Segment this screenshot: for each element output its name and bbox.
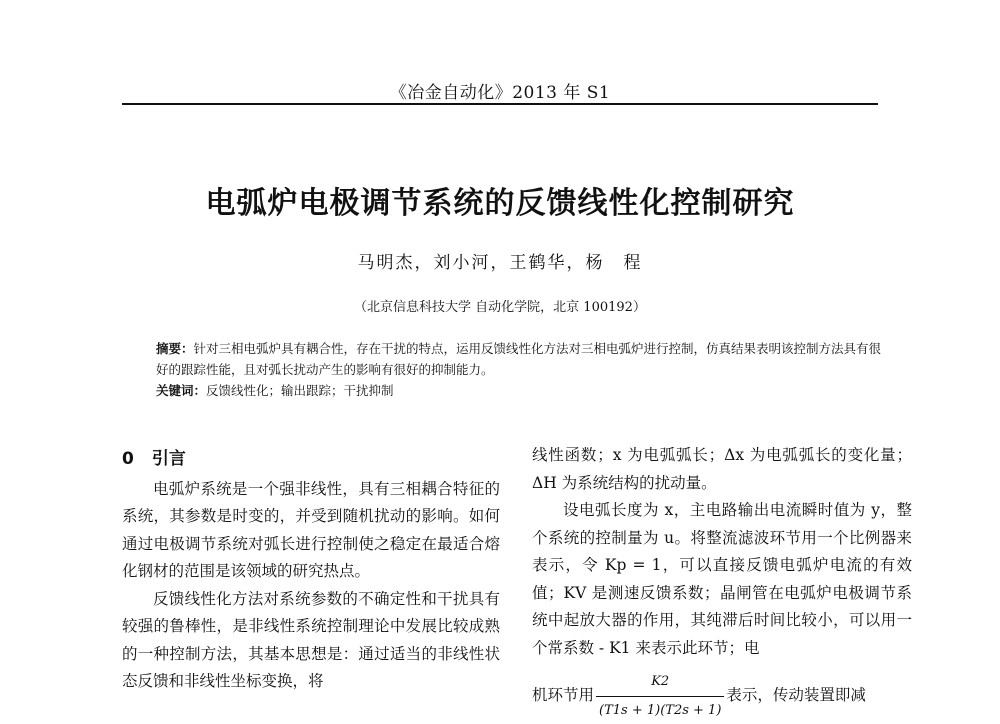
abstract-label: 摘要：: [156, 341, 194, 356]
intro-paragraph-1: 电弧炉系统是一个强非线性，具有三相耦合特征的系统，其参数是时变的，并受到随机扰动的影响。如何通过电极调节系统对弧长进行控制使之稳定在最适合熔化钢材的范围是该领域的研究热点。: [122, 476, 500, 586]
keywords: [156, 380, 886, 401]
transfer-function-fraction: [596, 668, 724, 724]
paper-title: 电弧炉电极调节系统的反馈线性化控制研究: [0, 178, 1000, 222]
abstract: [156, 338, 886, 380]
abstract-block: [156, 338, 886, 401]
right-paragraph-1: 线性函数；x 为电弧弧长；Δx 为电弧弧长的变化量；ΔH 为系统结构的扰动量。: [532, 442, 912, 497]
left-column: [122, 446, 500, 696]
right-column: [532, 442, 912, 712]
section-title: 引言: [152, 449, 186, 469]
section-heading: [122, 446, 500, 474]
fraction-denominator: (T1s + 1)(T2s + 1): [596, 697, 724, 724]
keywords-label: 关键词：: [156, 383, 206, 398]
section-number: 0: [122, 449, 134, 469]
intro-paragraph-2: 反馈线性化方法对系统参数的不确定性和干扰具有较强的鲁棒性，是非线性系统控制理论中发展比较成熟的一种控制方法，其基本思想是：通过适当的非线性状态反馈和非线性坐标变换，将: [122, 586, 500, 696]
right-paragraph-2: 设电弧长度为 x，主电路输出电流瞬时值为 y，整个系统的控制量为 u。将整流滤波环节用一个比例器来表示，令 Kp = 1，可以直接反馈电弧炉电流的有效值；KV 是测速反馈系数；晶闸管在电弧炉电极调节系统中起放大器的作用，其纯滞后时间比较小，可以用一个常系数 - K1 来表示此环节；电: [532, 497, 912, 662]
formula-line: [532, 668, 912, 712]
authors: 马明杰，刘小河，王鹤华，杨 程: [0, 248, 1000, 273]
header-rule: [122, 103, 878, 105]
abstract-text: 针对三相电弧炉具有耦合性，存在干扰的特点，运用反馈线性化方法对三相电弧炉进行控制，仿真结果表明该控制方法具有很好的跟踪性能，且对弧长扰动产生的影响有很好的抑制能力。: [156, 341, 881, 377]
affiliation: （北京信息科技大学 自动化学院，北京 100192）: [0, 296, 1000, 315]
formula-suffix: 表示，传动装置即减: [726, 686, 866, 704]
running-header: 《冶金自动化》2013 年 S1: [0, 78, 1000, 103]
formula-prefix: 机环节用: [532, 686, 594, 704]
keywords-text: 反馈线性化；输出跟踪；干扰抑制: [206, 383, 394, 398]
fraction-numerator: K2: [596, 668, 724, 697]
